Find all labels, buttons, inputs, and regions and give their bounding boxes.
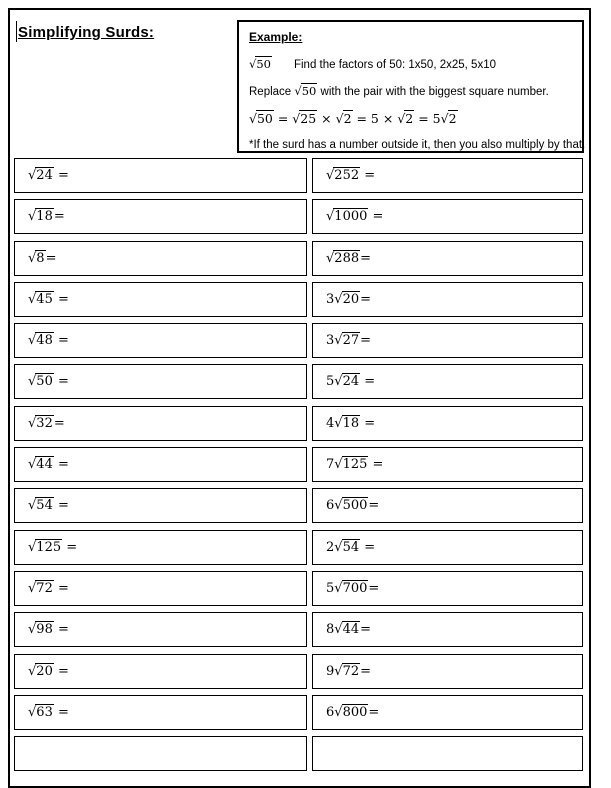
- radical-sign: √: [28, 622, 37, 638]
- surd-expression: [334, 292, 360, 307]
- radical-sign: √: [28, 457, 37, 473]
- radical-sign: √: [249, 57, 257, 71]
- problem-label: 6√500=: [326, 498, 380, 514]
- radicand: 25: [300, 111, 317, 126]
- page-title: Simplifying Surds:: [18, 24, 155, 41]
- radical-sign: √: [28, 498, 37, 514]
- surd-expression: [28, 664, 54, 679]
- radical-sign: √: [28, 168, 37, 183]
- radicand: 50: [36, 374, 53, 390]
- surd-expression: [28, 333, 54, 348]
- radical-sign: √: [28, 663, 37, 679]
- radicand: 50: [256, 111, 273, 126]
- surd-expression: [28, 209, 54, 224]
- surd-expression: [249, 111, 274, 126]
- radicand: 1000: [334, 209, 368, 225]
- answer-box-left-10[interactable]: [14, 530, 307, 565]
- problem-label: 2√54 =: [326, 539, 376, 555]
- surd-expression: [28, 498, 54, 513]
- problem-label: √98 =: [28, 622, 69, 638]
- surd-expression: [334, 457, 368, 472]
- surd-expression: [334, 374, 360, 389]
- surd-expression: [292, 111, 317, 126]
- radicand: 54: [342, 539, 360, 555]
- example-line-2: Replace √50 with the pair with the biggest square number.: [249, 84, 549, 98]
- answer-box-left-12[interactable]: [14, 612, 307, 647]
- surd-expression: [249, 57, 272, 71]
- problem-row: [14, 488, 583, 529]
- radicand: 45: [36, 291, 53, 307]
- radical-sign: √: [28, 333, 37, 349]
- surd-expression: [334, 333, 360, 348]
- surd-expression: [334, 540, 360, 555]
- answer-box-right-15[interactable]: [312, 736, 583, 771]
- problem-label: √72 =: [28, 580, 69, 596]
- surd-expression: [28, 416, 54, 431]
- problem-row: [14, 530, 583, 571]
- answer-box-right-1[interactable]: [312, 158, 583, 193]
- surd-expression: [397, 111, 414, 126]
- problem-label: √24 =: [28, 168, 69, 183]
- surd-expression: [336, 111, 353, 126]
- radical-sign: √: [334, 498, 343, 514]
- problem-row: [14, 571, 583, 612]
- radicand: 125: [36, 539, 62, 555]
- radical-sign: √: [249, 111, 257, 126]
- radicand: 24: [36, 168, 53, 183]
- problem-label: 8√44=: [326, 622, 372, 638]
- radicand: 63: [36, 704, 53, 720]
- radicand: 700: [342, 580, 368, 596]
- answer-box-left-4[interactable]: [14, 282, 307, 317]
- radical-sign: √: [334, 291, 343, 307]
- problem-label: √54 =: [28, 498, 69, 514]
- answer-box-left-15[interactable]: [14, 736, 307, 771]
- radical-sign: √: [292, 111, 301, 126]
- surd-expression: [294, 84, 317, 98]
- problem-row: [14, 199, 583, 240]
- answer-box-right-11[interactable]: [312, 571, 583, 606]
- answer-box-right-8[interactable]: [312, 447, 583, 482]
- radical-sign: √: [334, 580, 343, 596]
- problem-label: √63 =: [28, 704, 69, 720]
- radical-sign: √: [28, 415, 37, 431]
- radicand: 44: [36, 457, 53, 473]
- answer-box-right-14[interactable]: [312, 695, 583, 730]
- answer-box-right-2[interactable]: [312, 199, 583, 234]
- problem-label: √8=: [28, 250, 57, 266]
- problem-label: √20 =: [28, 663, 69, 679]
- problem-row: [14, 158, 583, 199]
- problem-label: √252 =: [326, 168, 376, 183]
- radicand: 44: [342, 622, 360, 638]
- answer-box-left-7[interactable]: [14, 406, 307, 441]
- problem-row: [14, 241, 583, 282]
- surd-expression: [334, 705, 368, 720]
- radicand: 72: [36, 580, 53, 596]
- problem-row: [14, 282, 583, 323]
- surd-expression: [326, 251, 360, 266]
- radical-sign: √: [440, 111, 449, 126]
- surd-expression: [28, 581, 54, 596]
- problems-grid: [14, 158, 583, 777]
- answer-box-right-6[interactable]: [312, 364, 583, 399]
- radicand: 800: [342, 704, 368, 720]
- answer-box-right-4[interactable]: [312, 282, 583, 317]
- problem-label: 4√18 =: [326, 415, 376, 431]
- example-line-1: √50 Find the factors of 50: 1x50, 2x25, 5x10: [249, 57, 496, 71]
- surd-expression: [334, 581, 368, 596]
- radical-sign: √: [28, 291, 37, 307]
- problem-row: [14, 364, 583, 405]
- radical-sign: √: [334, 415, 343, 431]
- answer-box-left-8[interactable]: [14, 447, 307, 482]
- radical-sign: √: [334, 622, 343, 638]
- text-cursor: [16, 21, 17, 42]
- problem-label: 5√24 =: [326, 374, 376, 390]
- radicand: 252: [334, 168, 360, 183]
- problem-row: [14, 654, 583, 695]
- radicand: 125: [342, 457, 368, 473]
- radicand: 18: [36, 209, 53, 225]
- radicand: 8: [36, 250, 45, 266]
- problem-label: √50 =: [28, 374, 69, 390]
- answer-box-left-1[interactable]: [14, 158, 307, 193]
- radicand: 20: [342, 291, 360, 307]
- surd-expression: [334, 622, 360, 637]
- radical-sign: √: [397, 111, 406, 126]
- radicand: 2: [405, 111, 414, 126]
- radical-sign: √: [334, 663, 343, 679]
- answer-box-right-12[interactable]: [312, 612, 583, 647]
- radicand: 24: [342, 374, 360, 390]
- answer-box-right-9[interactable]: [312, 488, 583, 523]
- answer-box-right-10[interactable]: [312, 530, 583, 565]
- radicand: 32: [36, 415, 53, 431]
- surd-expression: [28, 374, 54, 389]
- surd-expression: [28, 540, 62, 555]
- example-line-3: √50 = √25 × √2 = 5 × √2 = 5√2: [249, 111, 457, 126]
- problem-label: √125 =: [28, 539, 78, 555]
- surd-expression: [28, 457, 54, 472]
- surd-expression: [441, 111, 458, 126]
- problem-row: [14, 695, 583, 736]
- example-heading: Example:: [249, 30, 303, 44]
- example-note: *If the surd has a number outside it, then you also multiply by that.: [249, 139, 586, 151]
- problem-label: √18=: [28, 209, 65, 225]
- radicand: 500: [342, 498, 368, 514]
- answer-box-left-5[interactable]: [14, 323, 307, 358]
- radical-sign: √: [334, 539, 343, 555]
- problem-label: 7√125 =: [326, 457, 384, 473]
- problem-label: 6√800=: [326, 704, 380, 720]
- surd-expression: [334, 416, 360, 431]
- radical-sign: √: [326, 168, 335, 183]
- radicand: 72: [342, 663, 360, 679]
- radical-sign: √: [294, 84, 302, 98]
- answer-box-left-13[interactable]: [14, 654, 307, 689]
- surd-expression: [334, 664, 360, 679]
- problem-label: √45 =: [28, 291, 69, 307]
- radicand: 288: [334, 250, 360, 266]
- radical-sign: √: [28, 209, 37, 225]
- radicand: 18: [342, 415, 360, 431]
- problem-row: [14, 406, 583, 447]
- radical-sign: √: [28, 250, 37, 266]
- problem-label: √288=: [326, 250, 372, 266]
- radical-sign: √: [326, 250, 335, 266]
- radical-sign: √: [334, 374, 343, 390]
- problem-label: 5√700=: [326, 580, 380, 596]
- problem-row: [14, 736, 583, 777]
- radical-sign: √: [334, 333, 343, 349]
- problem-label: 3√27=: [326, 333, 372, 349]
- surd-expression: [28, 705, 54, 720]
- problem-row: [14, 447, 583, 488]
- answer-box-left-3[interactable]: [14, 241, 307, 276]
- answer-box-right-5[interactable]: [312, 323, 583, 358]
- answer-box-right-3[interactable]: [312, 241, 583, 276]
- radicand: 50: [301, 84, 317, 98]
- problem-label: √1000 =: [326, 209, 384, 225]
- radicand: 2: [343, 111, 352, 126]
- radical-sign: √: [28, 539, 37, 555]
- answer-box-left-6[interactable]: [14, 364, 307, 399]
- answer-box-right-7[interactable]: [312, 406, 583, 441]
- radicand: 48: [36, 333, 53, 349]
- answer-box-left-14[interactable]: [14, 695, 307, 730]
- problem-row: [14, 612, 583, 653]
- surd-expression: [334, 498, 368, 513]
- radicand: 98: [36, 622, 53, 638]
- radicand: 54: [36, 498, 53, 514]
- radical-sign: √: [334, 457, 343, 473]
- answer-box-left-9[interactable]: [14, 488, 307, 523]
- radical-sign: √: [326, 209, 335, 225]
- answer-box-left-11[interactable]: [14, 571, 307, 606]
- radical-sign: √: [28, 374, 37, 390]
- surd-expression: [326, 209, 368, 224]
- problem-label: √32=: [28, 415, 65, 431]
- radicand: 50: [256, 57, 271, 71]
- radicand: 27: [342, 333, 360, 349]
- radical-sign: √: [335, 111, 344, 126]
- surd-expression: [326, 168, 360, 183]
- problem-label: 3√20=: [326, 291, 372, 307]
- radical-sign: √: [28, 704, 37, 720]
- problem-row: [14, 323, 583, 364]
- answer-box-right-13[interactable]: [312, 654, 583, 689]
- radicand: 20: [36, 663, 53, 679]
- surd-expression: [28, 168, 54, 183]
- problem-label: √48 =: [28, 333, 69, 349]
- surd-expression: [28, 622, 54, 637]
- answer-box-left-2[interactable]: [14, 199, 307, 234]
- radicand: 2: [448, 111, 457, 126]
- radical-sign: √: [334, 704, 343, 720]
- surd-expression: [28, 251, 46, 266]
- example-box: [237, 20, 584, 153]
- surd-expression: [28, 292, 54, 307]
- radical-sign: √: [28, 580, 37, 596]
- problem-label: √44 =: [28, 457, 69, 473]
- problem-label: 9√72=: [326, 663, 372, 679]
